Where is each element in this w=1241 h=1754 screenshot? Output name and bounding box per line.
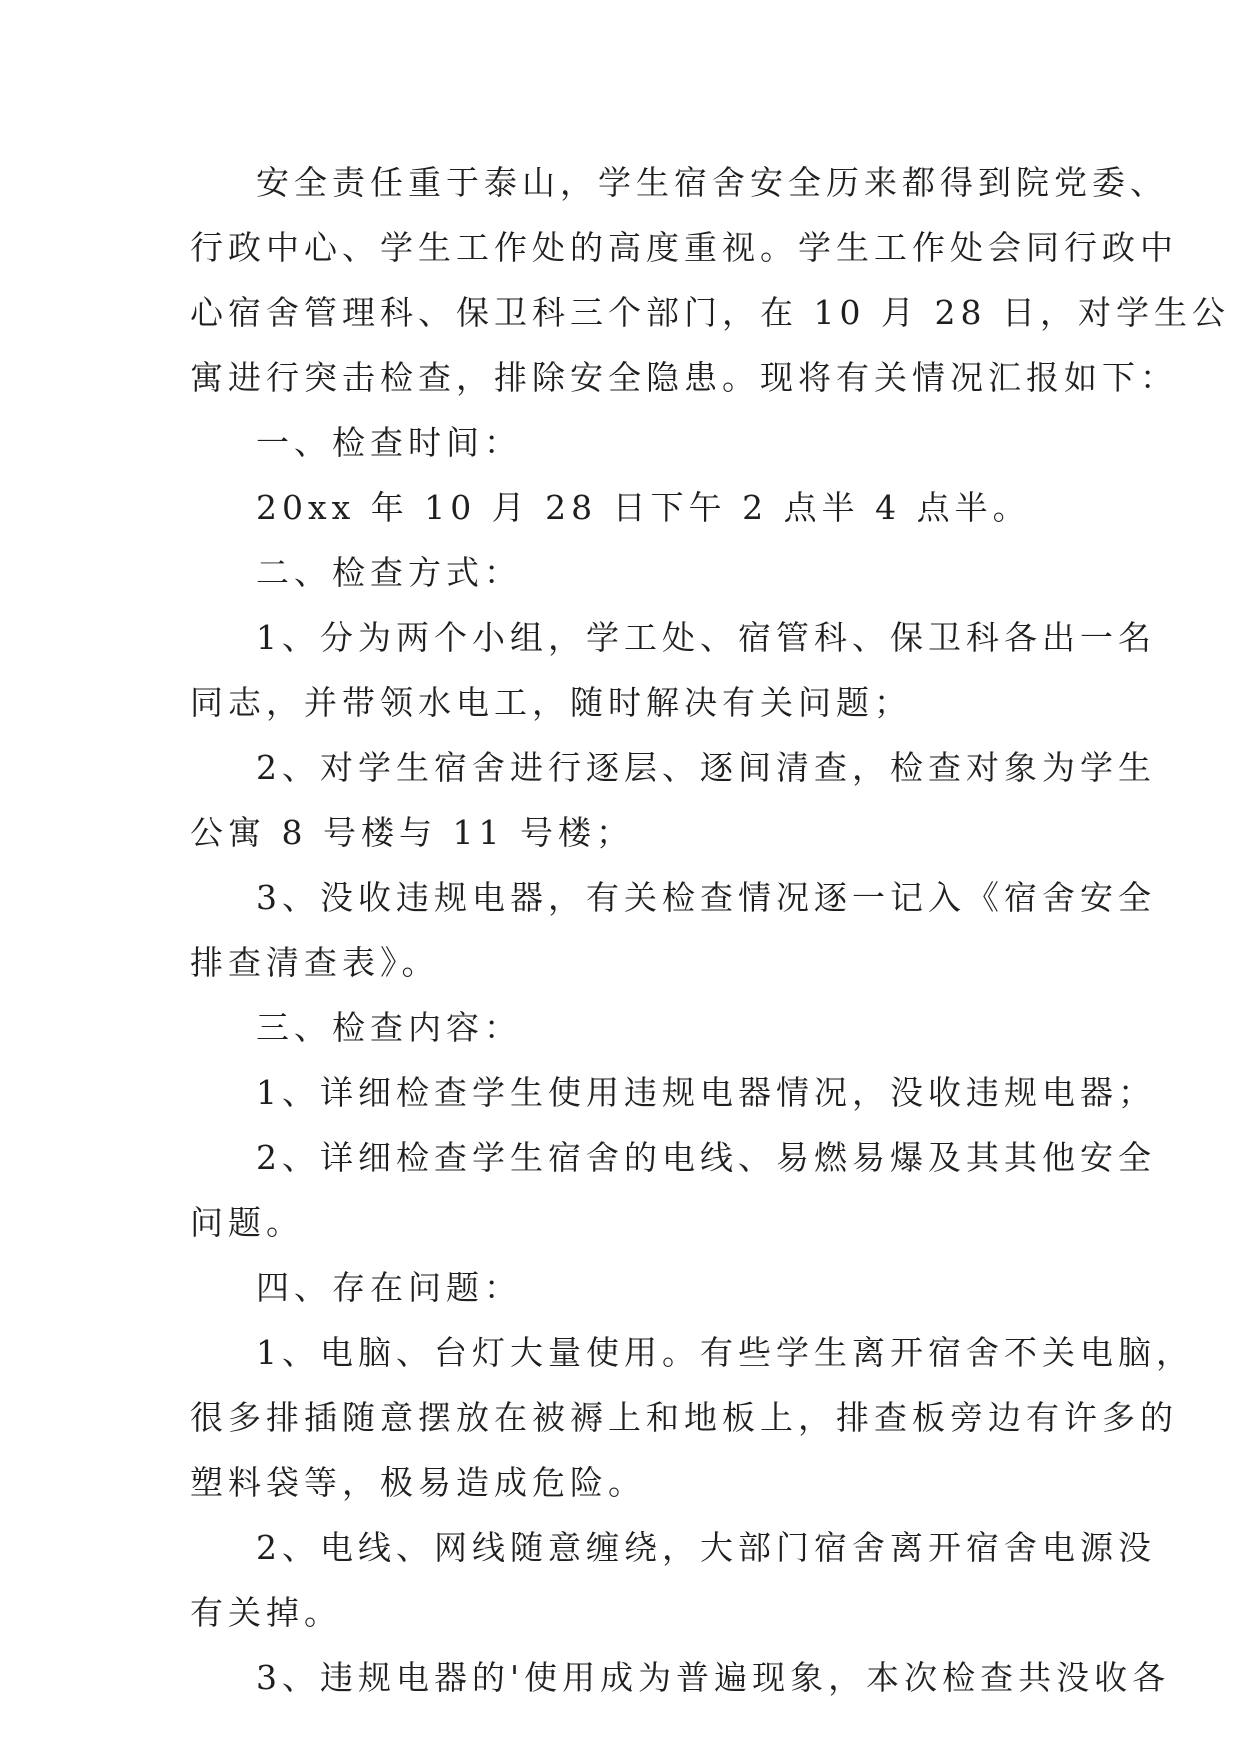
body-line: 20xx 年 10 月 28 日下午 2 点半 4 点半。 [256, 488, 1031, 527]
list-item-line: 3、没收违规电器，有关检查情况逐一记入《宿舍安全 [256, 878, 1156, 917]
list-item-line: 公寓 8 号楼与 11 号楼； [190, 813, 634, 852]
body-line: 安全责任重于泰山，学生宿舍安全历来都得到院党委、 [256, 163, 1168, 202]
list-item-line: 1、电脑、台灯大量使用。有些学生离开宿舍不关电脑， [256, 1333, 1194, 1372]
list-item-line: 2、对学生宿舍进行逐层、逐间清查，检查对象为学生 [256, 748, 1156, 787]
section-heading: 二、检查方式： [256, 553, 522, 592]
section-heading: 三、检查内容： [256, 1008, 522, 1047]
list-item-line: 1、分为两个小组，学工处、宿管科、保卫科各出一名 [256, 618, 1156, 657]
list-item-line: 塑料袋等，极易造成危险。 [190, 1463, 646, 1502]
list-item-line: 很多排插随意摆放在被褥上和地板上，排查板旁边有许多的 [190, 1398, 1178, 1437]
list-item-line: 有关掉。 [190, 1593, 342, 1632]
body-line: 寓进行突击检查，排除安全隐患。现将有关情况汇报如下： [190, 358, 1178, 397]
section-heading: 四、存在问题： [256, 1268, 522, 1307]
body-line: 心宿舍管理科、保卫科三个部门，在 10 月 28 日，对学生公 [190, 293, 1230, 332]
list-item-line: 3、违规电器的'使用成为普遍现象，本次检查共没收各 [256, 1658, 1171, 1697]
body-line: 行政中心、学生工作处的高度重视。学生工作处会同行政中 [190, 228, 1178, 267]
list-item-line: 同志，并带领水电工，随时解决有关问题； [190, 683, 912, 722]
list-item-line: 排查清查表》。 [190, 943, 440, 982]
section-heading: 一、检查时间： [256, 423, 522, 462]
list-item-line: 2、详细检查学生宿舍的电线、易燃易爆及其其他安全 [256, 1138, 1156, 1177]
document-body [190, 150, 1230, 1710]
list-item-line: 2、电线、网线随意缠绕，大部门宿舍离开宿舍电源没 [256, 1528, 1156, 1567]
list-item-line: 1、详细检查学生使用违规电器情况，没收违规电器； [256, 1073, 1156, 1112]
list-item-line: 问题。 [190, 1203, 304, 1242]
